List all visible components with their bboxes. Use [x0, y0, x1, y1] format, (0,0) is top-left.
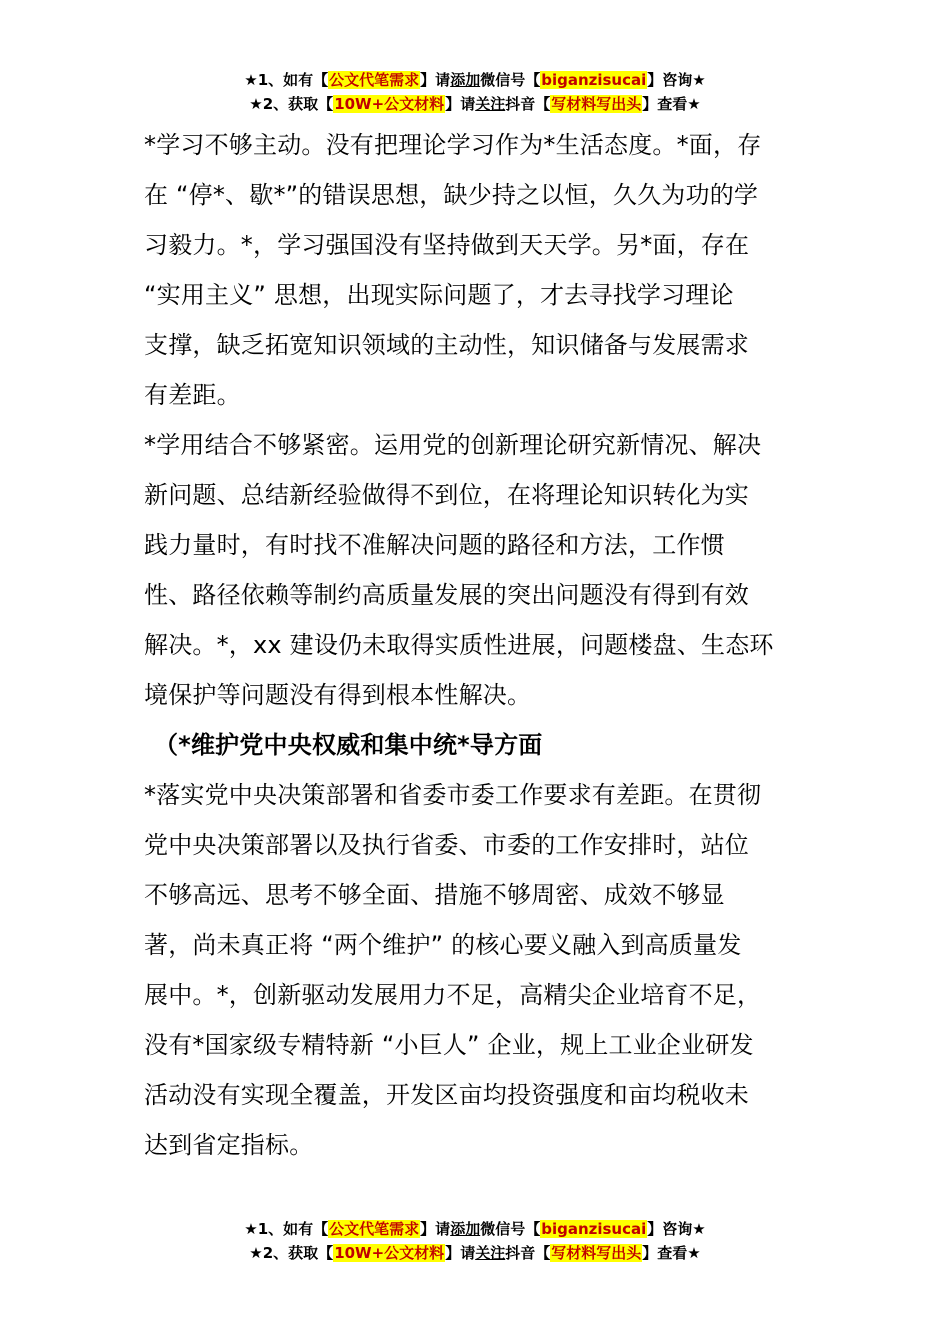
banner-highlight-wechat-id: biganzisucai — [541, 71, 647, 89]
body-line: 不够高远、思考不够全面、措施不够周密、成效不够显 — [144, 881, 725, 909]
banner-text: ★1、如有【 — [244, 71, 329, 89]
section-heading: （*维护党中央权威和集中统*导方面 — [154, 731, 543, 759]
body-line: *落实党中央决策部署和省委市委工作要求有差距。在贯彻 — [144, 781, 762, 809]
body-line: 践力量时，有时找不准解决问题的路径和方法，工作惯 — [144, 531, 725, 559]
header-banner-line-2 — [0, 92, 950, 116]
banner-highlight-service: 公文代笔需求 — [329, 1220, 420, 1238]
banner-text: 微信号【 — [480, 1220, 541, 1238]
body-line: 党中央决策部署以及执行省委、市委的工作安排时，站位 — [144, 831, 749, 859]
banner-text: 】查看★ — [642, 1244, 701, 1262]
banner-text: 】请 — [420, 71, 451, 89]
banner-text: 】请 — [420, 1220, 451, 1238]
banner-highlight-wechat-id: biganzisucai — [541, 1220, 647, 1238]
body-line: 支撑，缺乏拓宽知识领域的主动性，知识储备与发展需求 — [144, 331, 749, 359]
banner-text: 抖音【 — [505, 95, 551, 113]
footer-banner-line-1 — [0, 1217, 950, 1241]
banner-text: 】请 — [445, 1244, 476, 1262]
banner-highlight-materials: 10W+公文材料 — [334, 1244, 445, 1262]
banner-text: 抖音【 — [505, 1244, 551, 1262]
banner-highlight-douyin-id: 写材料写出头 — [551, 1244, 642, 1262]
body-line: 著，尚未真正将 “两个维护” 的核心要义融入到高质量发 — [144, 931, 742, 959]
body-line: 在 “停*、歇*”的错误思想，缺少持之以恒，久久为功的学 — [144, 181, 759, 209]
body-line: 习毅力。*，学习强国没有坚持做到天天学。另*面，存在 — [144, 231, 750, 259]
header-banner-line-1 — [0, 68, 950, 92]
banner-text: 】咨询★ — [647, 71, 706, 89]
banner-underline-text: 关注 — [475, 95, 506, 113]
body-line: 展中。*，创新驱动发展用力不足，高精尖企业培育不足， — [144, 981, 762, 1009]
body-line: 新问题、总结新经验做得不到位，在将理论知识转化为实 — [144, 481, 749, 509]
footer-banner — [0, 1217, 950, 1265]
banner-text: ★2、获取【 — [249, 95, 334, 113]
body-line: *学习不够主动。没有把理论学习作为*生活态度。*面，存 — [144, 131, 762, 159]
banner-text: 微信号【 — [480, 71, 541, 89]
body-line: “实用主义” 思想，出现实际问题了，才去寻找学习理论 — [144, 281, 734, 309]
body-line: 解决。*，xx 建设仍未取得实质性进展，问题楼盘、生态环 — [144, 631, 774, 659]
body-line: 没有*国家级专精特新 “小巨人” 企业，规上工业企业研发 — [144, 1031, 754, 1059]
banner-underline-text: 添加 — [450, 1220, 481, 1238]
document-body — [144, 120, 809, 1170]
header-banner — [0, 68, 950, 116]
body-line: *学用结合不够紧密。运用党的创新理论研究新情况、解决 — [144, 431, 762, 459]
body-line: 有差距。 — [144, 381, 241, 409]
banner-highlight-service: 公文代笔需求 — [329, 71, 420, 89]
body-line: 达到省定指标。 — [144, 1131, 314, 1159]
banner-text: 】咨询★ — [647, 1220, 706, 1238]
banner-highlight-douyin-id: 写材料写出头 — [551, 95, 642, 113]
body-line: 活动没有实现全覆盖，开发区亩均投资强度和亩均税收未 — [144, 1081, 749, 1109]
banner-text: ★1、如有【 — [244, 1220, 329, 1238]
banner-underline-text: 添加 — [450, 71, 481, 89]
banner-underline-text: 关注 — [475, 1244, 506, 1262]
banner-highlight-materials: 10W+公文材料 — [334, 95, 445, 113]
banner-text: ★2、获取【 — [249, 1244, 334, 1262]
banner-text: 】请 — [445, 95, 476, 113]
banner-text: 】查看★ — [642, 95, 701, 113]
footer-banner-line-2 — [0, 1241, 950, 1265]
body-line: 境保护等问题没有得到根本性解决。 — [144, 681, 532, 709]
body-line: 性、路径依赖等制约高质量发展的突出问题没有得到有效 — [144, 581, 749, 609]
